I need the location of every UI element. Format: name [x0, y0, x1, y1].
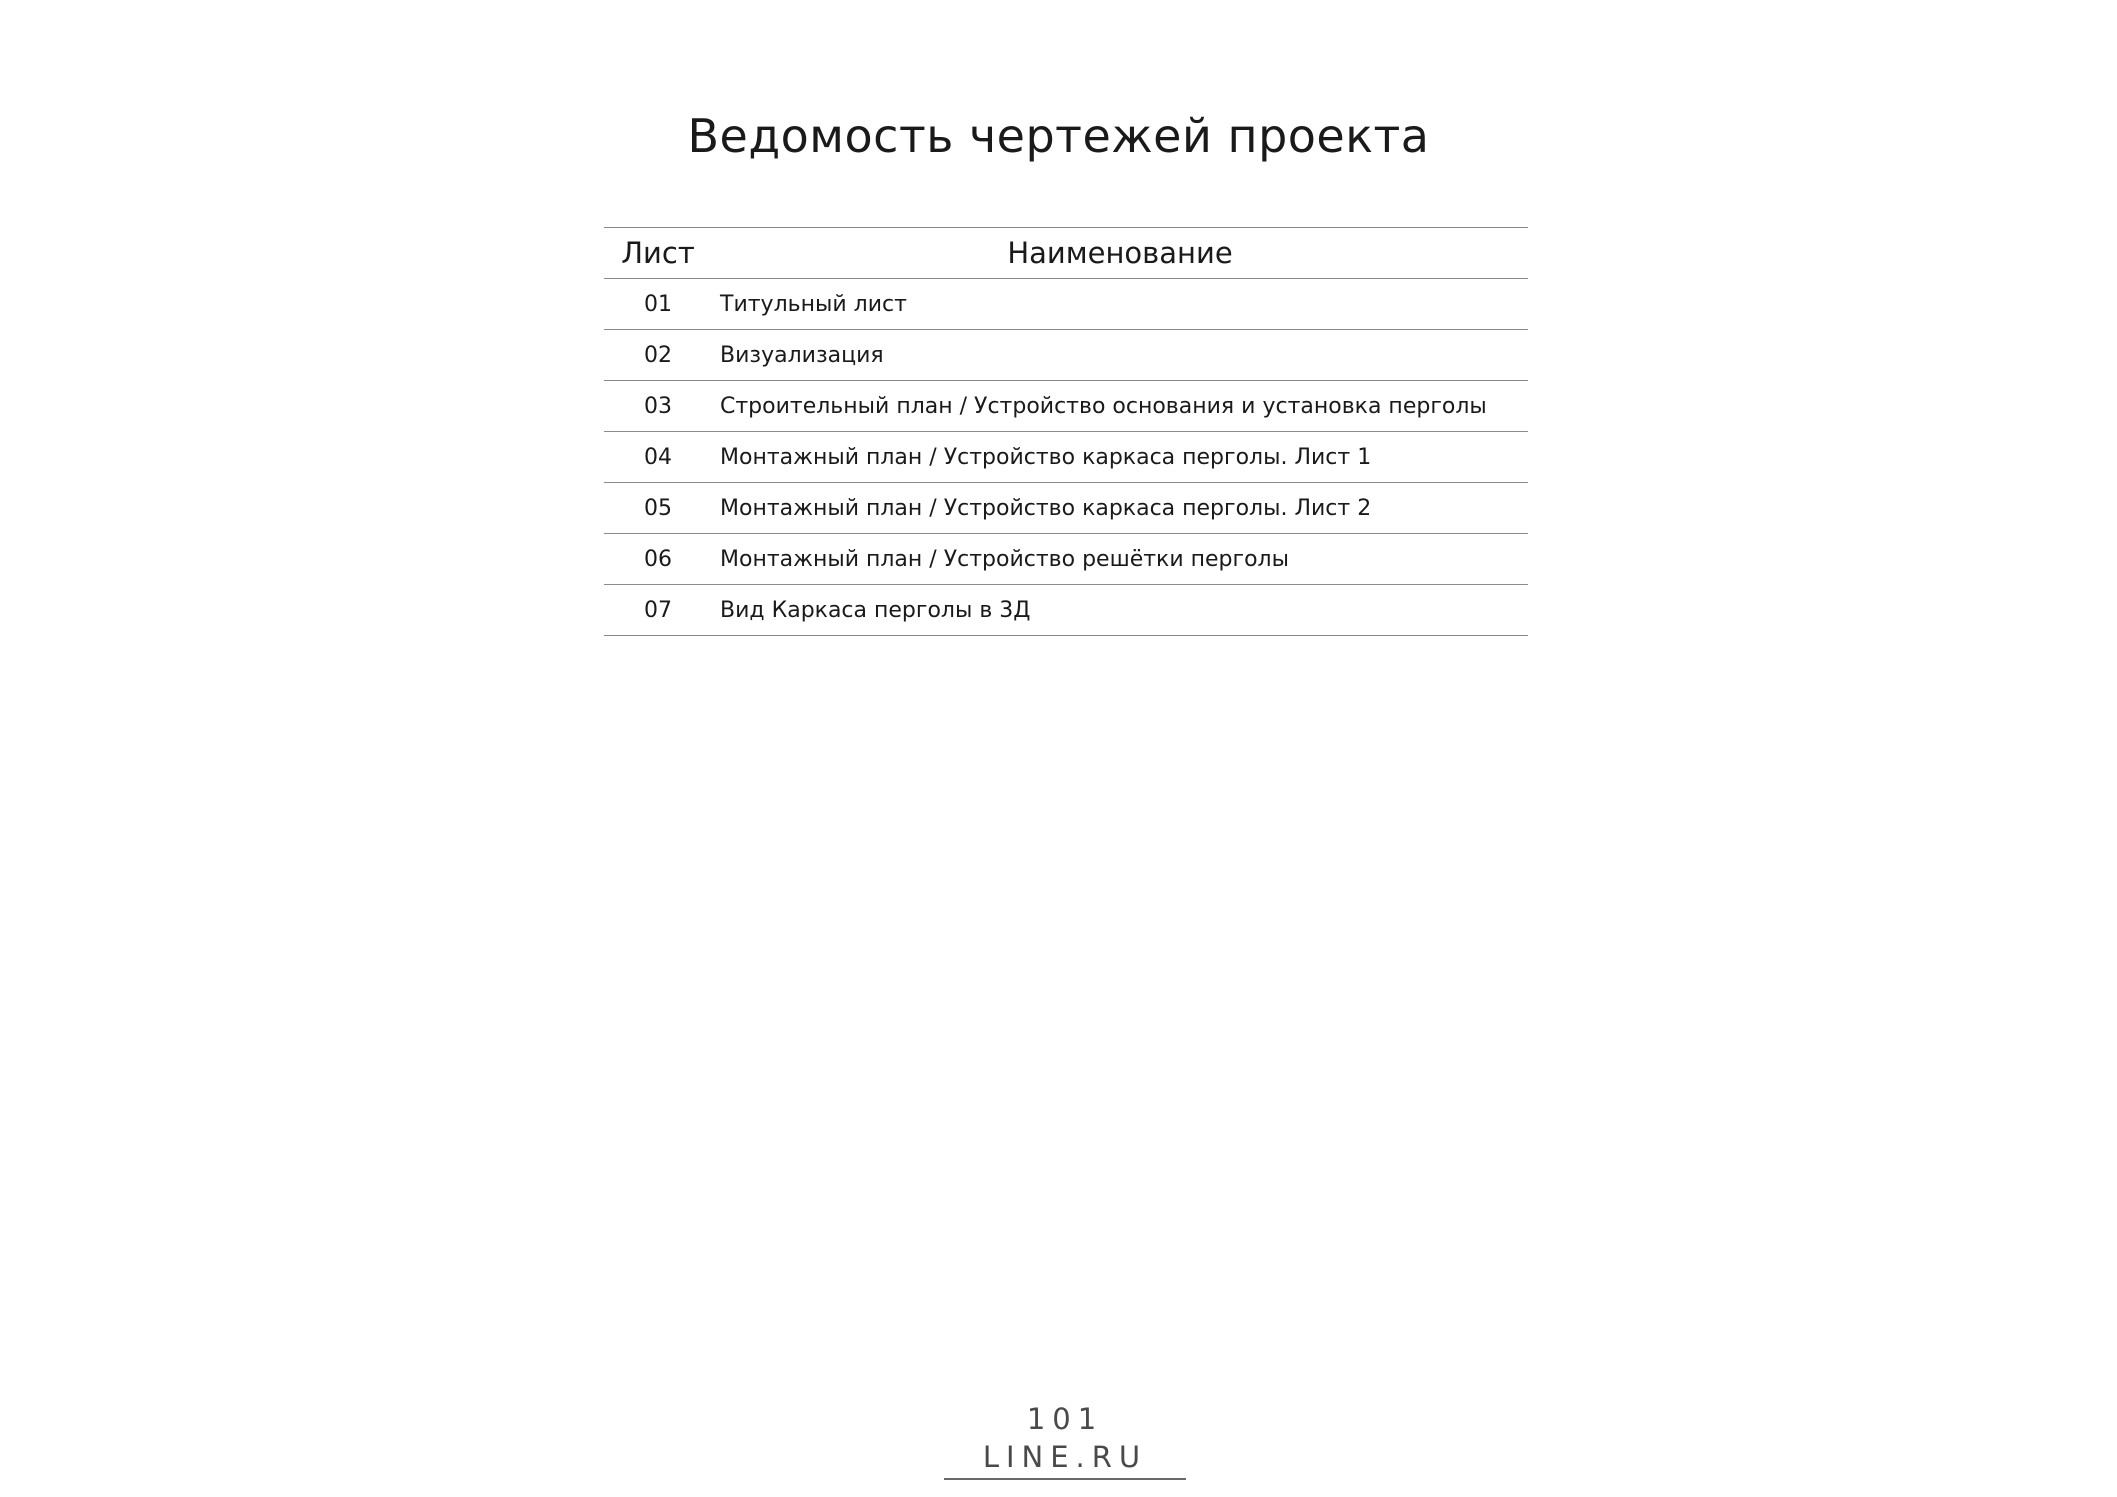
header-name: Наименование — [712, 228, 1528, 279]
sheet-number: 05 — [604, 483, 712, 534]
sheet-name: Монтажный план / Устройство решётки перголы — [712, 534, 1528, 585]
sheet-name: Монтажный план / Устройство каркаса перголы. Лист 2 — [712, 483, 1528, 534]
table-row — [604, 585, 1528, 636]
footer-logo: 101 LINE.RU — [944, 1400, 1186, 1480]
sheet-name: Строительный план / Устройство основания и установка перголы — [712, 381, 1528, 432]
drawings-table — [604, 227, 1528, 636]
table-row — [604, 330, 1528, 381]
sheet-name: Монтажный план / Устройство каркаса перголы. Лист 1 — [712, 432, 1528, 483]
sheet-number: 04 — [604, 432, 712, 483]
sheet-name: Вид Каркаса перголы в 3Д — [712, 585, 1528, 636]
sheet-number: 03 — [604, 381, 712, 432]
header-sheet: Лист — [604, 228, 712, 279]
table-row — [604, 483, 1528, 534]
sheet-number: 07 — [604, 585, 712, 636]
sheet-name: Титульный лист — [712, 279, 1528, 330]
sheet-name: Визуализация — [712, 330, 1528, 381]
page-title: Ведомость чертежей проекта — [687, 109, 1430, 163]
table-row — [604, 279, 1528, 330]
table-row — [604, 381, 1528, 432]
table-row — [604, 432, 1528, 483]
sheet-number: 01 — [604, 279, 712, 330]
sheet-number: 06 — [604, 534, 712, 585]
table-row — [604, 534, 1528, 585]
table-header-row — [604, 228, 1528, 279]
sheet-number: 02 — [604, 330, 712, 381]
